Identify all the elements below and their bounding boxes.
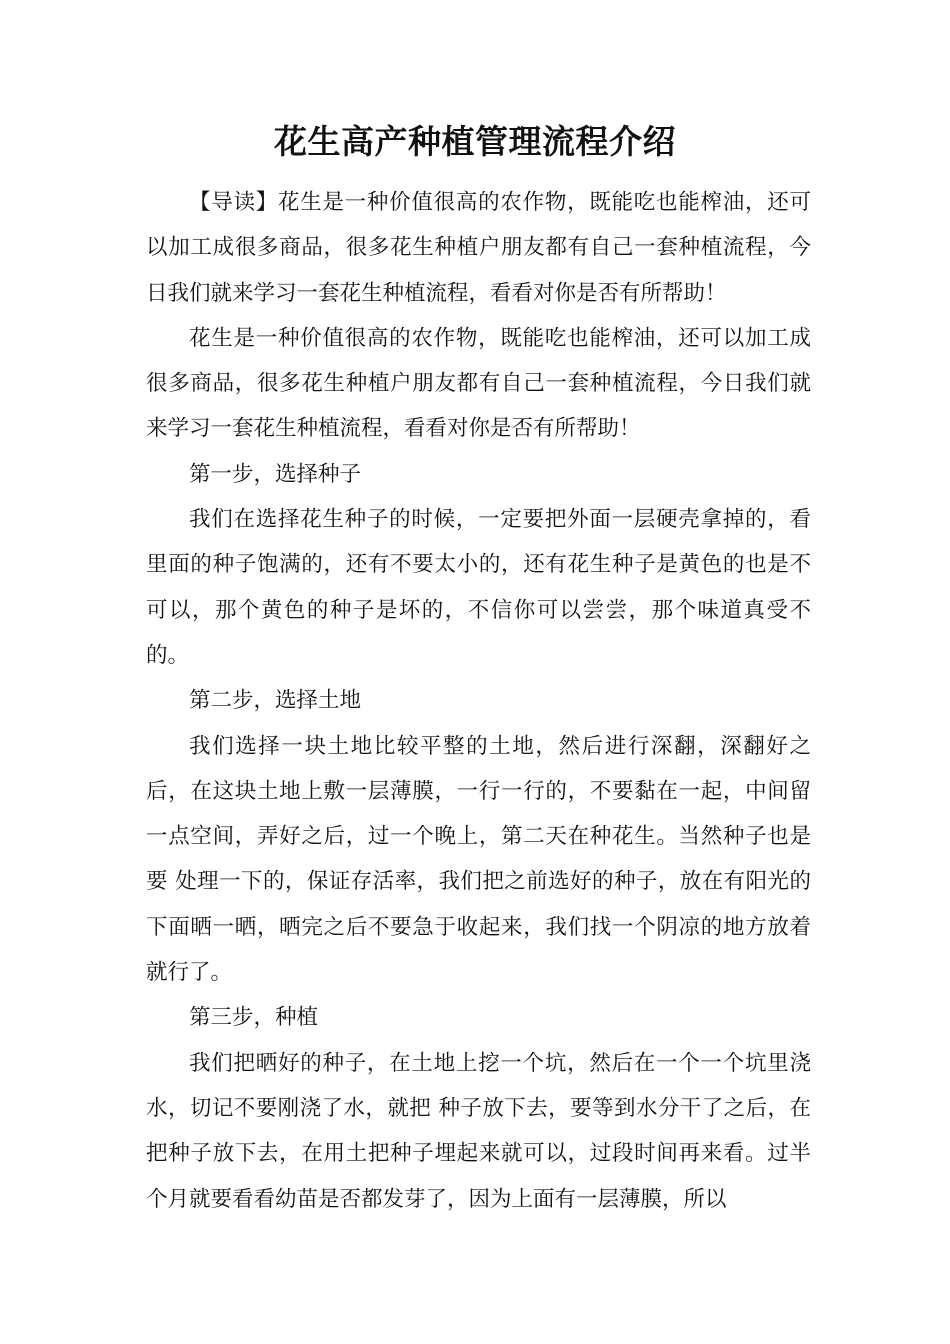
document-body	[146, 180, 811, 1222]
body-paragraph: 我们选择一块土地比较平整的土地，然后进行深翻，深翻好之后，在这块土地上敷一层薄膜，一行一行的，不要黏在一起，中间留一点空间，弄好之后，过一个晚上，第二天在种花生。当然种子也是要 处理一下的，保证存活率，我们把之前选好的种子，放在有阳光的下面晒一晒，晒完之后不要急于收起来，我们找一个阴凉的地方放着就行了。	[146, 733, 811, 986]
body-paragraph: 我们把晒好的种子，在土地上挖一个坑，然后在一个一个坑里浇水，切记不要刚浇了水，就把 种子放下去，要等到水分干了之后，在把种子放下去，在用土把种子埋起来就可以，过段时间再来看。过半个月就要看看幼苗是否都发芽了，因为上面有一层薄膜，所以	[146, 1050, 811, 1212]
step-heading: 第二步，选择土地	[189, 688, 362, 714]
body-paragraph: 花生是一种价值很高的农作物，既能吃也能榨油，还可以加工成很多商品，很多花生种植户朋友都有自己一套种植流程，今日我们就来学习一套花生种植流程，看看对你是否有所帮助！	[146, 325, 811, 442]
body-paragraph: 我们在选择花生种子的时候，一定要把外面一层硬壳拿掉的，看里面的种子饱满的，还有不要太小的，还有花生种子是黄色的也是不可以，那个黄色的种子是坏的，不信你可以尝尝，那个味道真受不的。	[146, 507, 811, 668]
document-title: 花生高产种植管理流程介绍	[274, 122, 676, 161]
step-heading: 第一步，选择种子	[189, 461, 362, 487]
intro-paragraph: 【导读】花生是一种价值很高的农作物，既能吃也能榨油，还可以加工成很多商品，很多花生种植户朋友都有自己一套种植流程，今日我们就来学习一套花生种植流程，看看对你是否有所帮助！	[146, 190, 811, 306]
step-heading: 第三步，种植	[189, 1005, 319, 1031]
